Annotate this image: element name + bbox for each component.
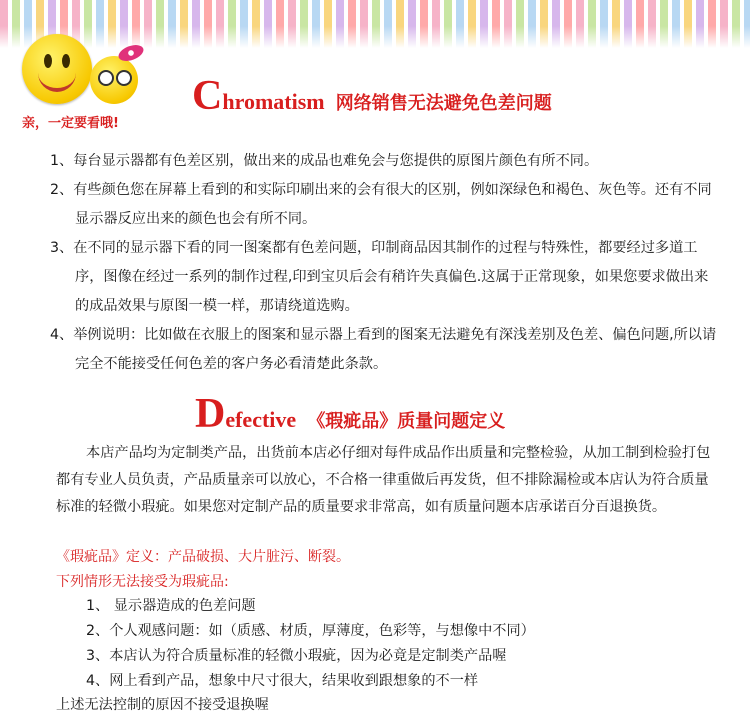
footer-note: 上述无法控制的原因不接受退换喔 (56, 697, 269, 713)
defective-heading (195, 390, 505, 438)
chromatism-heading (192, 72, 552, 120)
smiley-face-icon (22, 34, 92, 104)
chromatism-list (50, 147, 720, 379)
mascot-caption: 亲，一定要看哦! (22, 116, 119, 131)
girl-smiley-icon (90, 56, 138, 104)
heading-latin: hromatism (222, 89, 325, 114)
condition-item: 1、 显示器造成的色差问题 (86, 598, 256, 614)
condition-item: 4、网上看到产品，想象中尺寸很大，结果收到跟想象的不一样 (86, 673, 479, 689)
list-item: 3、在不同的显示器下看的同一图案都有色差问题，印制商品因其制作的过程与特殊性，都要经过多道工序，图像在经过一系列的制作过程,印到宝贝后会有稍许失真偏色.这属于正常现象，如果您要求做出来的成品效果与原图一模一样，那请绕道选购。 (50, 240, 709, 314)
heading-cn: 《瑕疵品》质量问题定义 (307, 411, 506, 432)
list-item: 4、举例说明：比如做在衣服上的图案和显示器上看到的图案无法避免有深浅差别及色差、偏色问题,所以请完全不能接受任何色差的客户务必看清楚此条款。 (50, 327, 717, 372)
condition-item: 3、本店认为符合质量标准的轻微小瑕疵，因为必竟是定制类产品喔 (86, 648, 507, 664)
list-item: 2、有些颜色您在屏幕上看到的和实际印刷出来的会有很大的区别，例如深绿色和褐色、灰色等。还有不同显示器反应出来的颜色也会有所不同。 (50, 182, 712, 227)
defective-definition: 《瑕疵品》定义：产品破损、大片脏污、断裂。 (56, 549, 350, 565)
heading-cn: 网络销售无法避免色差问题 (335, 93, 552, 114)
heading-initial: D (195, 391, 226, 437)
heading-initial: C (192, 73, 223, 119)
quality-paragraph: 本店产品均为定制类产品，出货前本店必仔细对每件成品作出质量和完整检验，从加工制到检验打包都有专业人员负责，产品质量亲可以放心，不合格一律重做后再发货，但不排除漏检或本店认为符合质量标准的轻微小瑕疵。如果您对定制产品的质量要求非常高，如有质量问题本店承诺百分百退换货。 (56, 445, 711, 515)
list-item: 1、每台显示器都有色差区别，做出来的成品也难免会与您提供的原图片颜色有所不同。 (50, 153, 599, 169)
conditions-title: 下列情形无法接受为瑕疵品: (56, 574, 229, 590)
condition-item: 2、个人观感问题：如（质感、材质，厚薄度，色彩等，与想像中不同） (86, 623, 535, 639)
decorative-stripe-banner (0, 0, 750, 48)
heading-latin: efective (225, 407, 297, 432)
